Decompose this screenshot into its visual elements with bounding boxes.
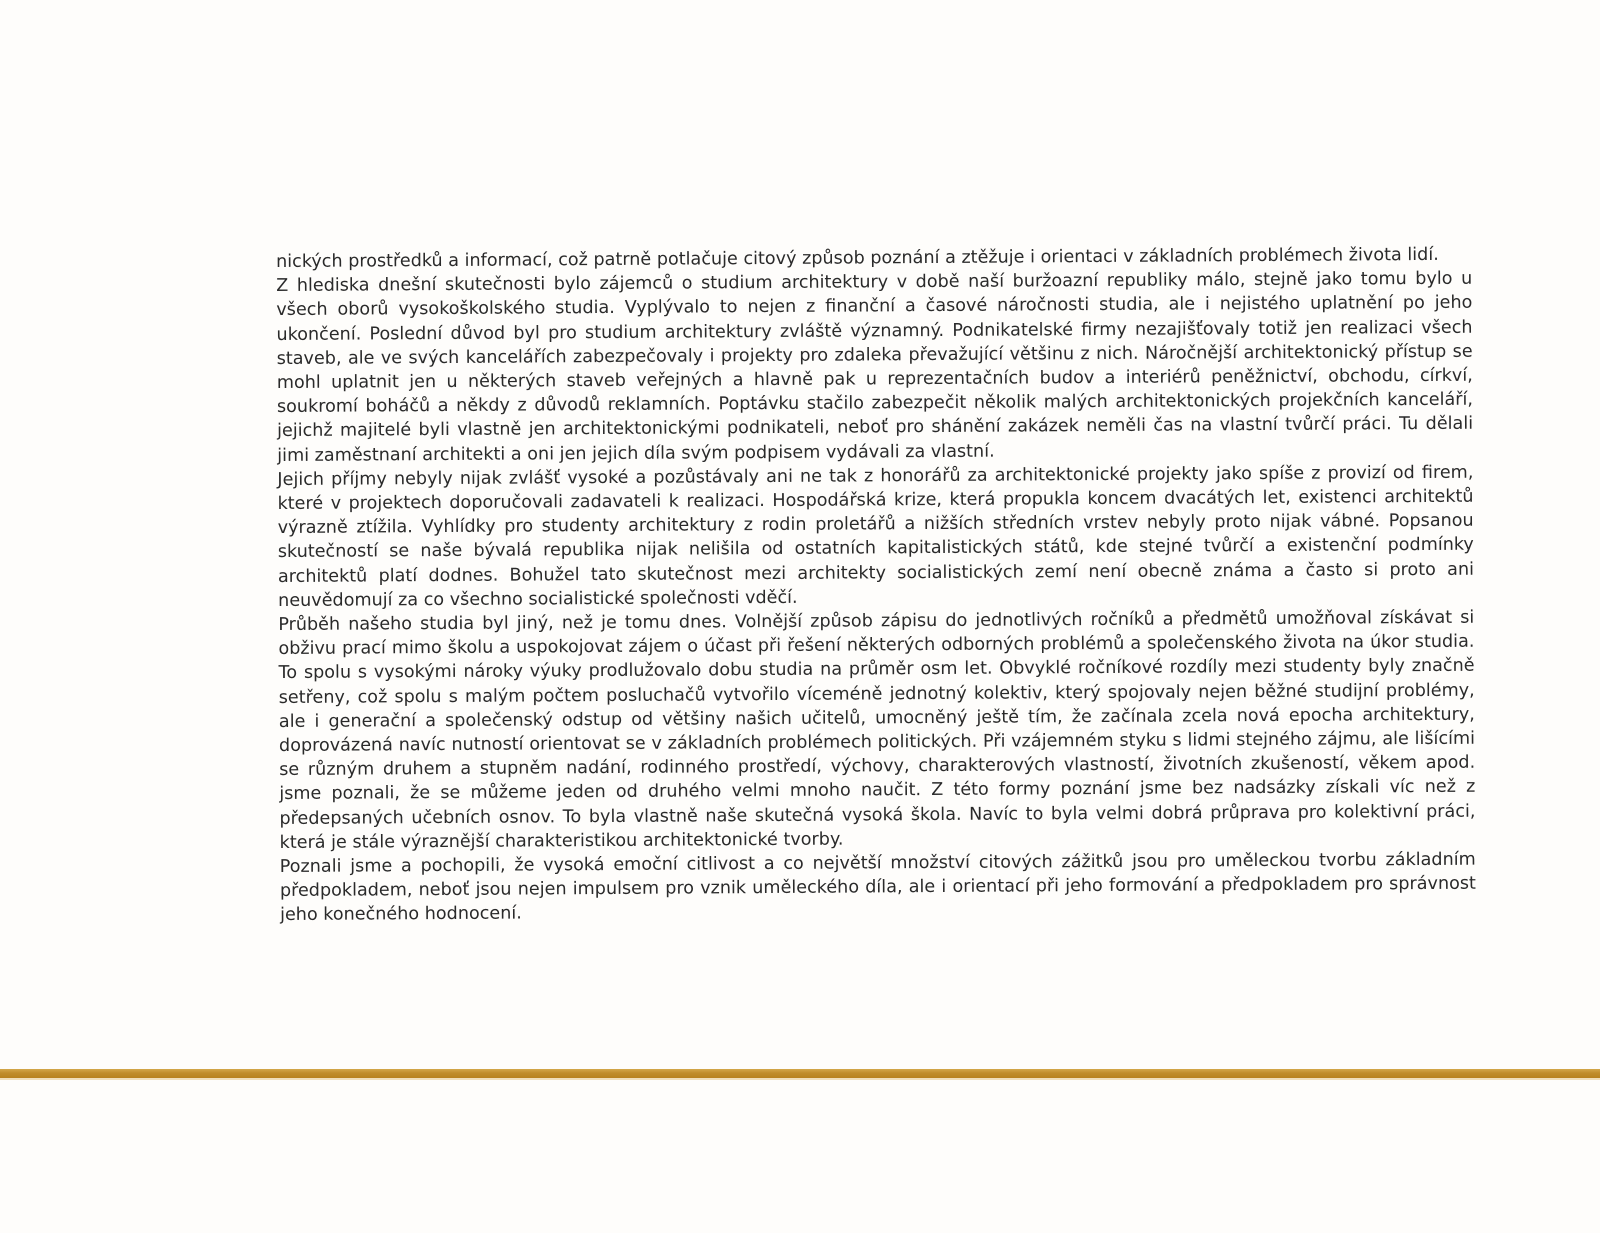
paragraph-5: Poznali jsme a pochopili, že vysoká emoční citlivost a co největší množství citových zážitků jsou pro uměleckou tvorbu základním předpokladem, neboť jsou nejen impulsem pro vznik uměleckého díla, ale i orientací při jeho formování a předpokladem pro správnost jeho konečného hodnocení. <box>279 849 1476 926</box>
gold-divider-rule <box>0 1069 1600 1078</box>
body-text <box>276 243 1476 928</box>
paragraph-2: Z hlediska dnešní skutečnosti bylo zájemců o studium architektury v době naší buržoazní republiky málo, stejně jako tomu bylo u všech oborů vysokoškolského studia. Vyplývalo to nejen z finanční a časové náročnosti studia, ale i nejistého uplatnění po jeho ukončení. Poslední důvod byl pro studium architektury zvláště významný. Podnikatelské firmy nezajišťovaly totiž jen realizaci všech staveb, ale ve svých kancelářích zabezpečovaly i projekty pro zdaleka převažující většinu z nich. Náročnější architektonický přístup se mohl uplatnit jen u některých staveb veřejných a hlavně pak u reprezentačních budov a interiérů peněžnictví, obchodu, církví, soukromí boháčů a někdy z důvodů reklamních. Poptávku stačilo zabezpečit několik malých architektonických projekčních kanceláří, jejichž majitelé byli vlastně jen architektonickými podnikateli, neboť pro shánění zakázek neměli čas na vlastní tvůrčí práci. Tu dělali jimi zaměstnaní architekti a oni jen jejich díla svým podpisem vydávali za vlastní. <box>276 268 1474 466</box>
paragraph-1: nických prostředků a informací, což patrně potlačuje citový způsob poznání a ztěžuje i orientaci v základních problémech života lidí. <box>276 244 1439 272</box>
gold-divider-shadow <box>0 1078 1600 1080</box>
paragraph-3: Jejich příjmy nebyly nijak zvlášť vysoké a pozůstávaly ani ne tak z honorářů za architektonické projekty jako spíše z provizí od firem, které v projektech doporučovali zadavateli k realizaci. Hospodářská krize, která propukla koncem dvacátých let, existenci architektů výrazně ztížila. Vyhlídky pro studenty architektury z rodin proletářů a nižších středních vrstev nebyly proto nijak vábné. Popsanou skutečností se naše bývalá republika nijak nelišila od ostatních kapitalistických států, kde stejné tvůrčí a existenční podmínky architektů platí dodnes. Bohužel tato skutečnost mezi architekty socialistických zemí není obecně známa a často si proto ani neuvědomují za co všechno socialistické společnosti vděčí. <box>277 462 1475 611</box>
paragraph-4: Průběh našeho studia byl jiný, než je tomu dnes. Volnější způsob zápisu do jednotlivých ročníků a předmětů umožňoval získávat si obživu prací mimo školu a uspokojovat zájem o účast při řešení některých odborných problémů a společenského života na úkor studia. To spolu s vysokými nároky výuky prodlužovalo dobu studia na průměr osm let. Obvyklé ročníkové rozdíly mezi studenty byly značně setřeny, což spolu s malým počtem posluchačů vytvořilo víceméně jednotný kolektiv, který spojovaly nejen běžné studijní problémy, ale i generační a společenský odstup od většiny našich učitelů, umocněný ještě tím, že začínala zcela nová epocha architektury, doprovázená navíc nutností orientovat se v základních problémech politických. Při vzájemném styku s lidmi stejného zájmu, ale lišícími se různým druhem a stupněm nadání, rodinného prostředí, výchovy, charakterových vlastností, životních zkušeností, věkem apod. jsme poznali, že se můžeme jeden od druhého velmi mnoho naučit. Z této formy poznání jsme bez nadsázky získali víc než z předepsaných učebních osnov. To byla vlastně naše skutečná vysoká škola. Navíc to byla velmi dobrá průprava pro kolektivní práci, která je stále výraznější charakteristikou architektonické tvorby. <box>278 607 1476 853</box>
